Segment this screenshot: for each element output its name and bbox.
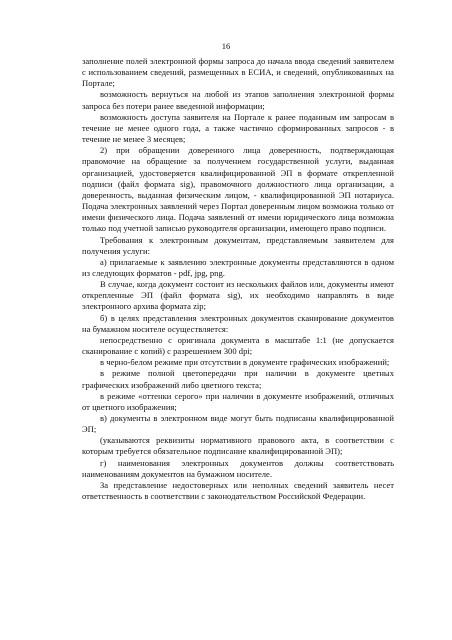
- paragraph: (указываются реквизиты нормативного правового акта, в соответствии с которым требуется обязательное подписание квалифицированной ЭП);: [82, 435, 394, 457]
- document-body: [82, 56, 394, 502]
- paragraph: возможность вернуться на любой из этапов заполнения электронной формы запроса без потери ранее введенной информации;: [82, 89, 394, 111]
- paragraph: в) документы в электронном виде могут быть подписаны квалифицированной ЭП;: [82, 413, 394, 435]
- paragraph: В случае, когда документ состоит из нескольких файлов или, документы имеют открепленные ЭП (файл формата sig), их необходимо направлять в виде электронного архива формата zip;: [82, 279, 394, 312]
- paragraph: 2) при обращении доверенного лица доверенность, подтверждающая правомочие на обращение за получением государственной услуги, выданная организацией, удостоверяется квалифицированной ЭП в формате открепленной подписи (файл формата sig), правомочного должностного лица организации, а доверенность, выданная физическим лицом, - квалифицированной ЭП нотариуса. Подача электронных заявлений через Портал доверенным лицом возможна только от имени физического лица. Подача заявлений от имени юридического лица возможна только под учетной записью руководителя организации, имеющего право подписи.: [82, 145, 394, 234]
- page-number: 16: [221, 41, 231, 51]
- paragraph: За представление недостоверных или неполных сведений заявитель несет ответственность в соответствии с законодательством Российской Федерации.: [82, 479, 394, 502]
- paragraph: г) наименования электронных документов должны соответствовать наименованиям документов на бумажном носителе.: [82, 457, 394, 479]
- paragraph: в режиме «оттенки серого» при наличии в документе изображений, отличных от цветного изображения;: [82, 390, 394, 412]
- paragraph: а) прилагаемые к заявлению электронные документы представляются в одном из следующих форматов - pdf, jpg, png.: [82, 256, 394, 278]
- paragraph: непосредственно с оригинала документа в масштабе 1:1 (не допускается сканирование с копий) с разрешением 300 dpi;: [82, 334, 394, 357]
- paragraph: в режиме полной цветопередачи при наличии в документе цветных графических изображений либо цветного текста;: [82, 368, 394, 390]
- paragraph: заполнение полей электронной формы запроса до начала ввода сведений заявителем с использованием сведений, размещенных в ЕСИА, и сведений, опубликованных на Портале;: [82, 56, 394, 89]
- paragraph: в черно-белом режиме при отсутствии в документе графических изображений;: [100, 357, 390, 368]
- paragraph: Требования к электронным документам, представляемым заявителем для получения услуги:: [82, 234, 394, 256]
- paragraph: б) в целях представления электронных документов сканирование документов на бумажном носителе осуществляется:: [82, 312, 394, 334]
- paragraph: возможность доступа заявителя на Портале к ранее поданным им запросам в течение не менее одного года, а также частично сформированных запросов - в течение не менее 3 месяцев;: [82, 111, 394, 145]
